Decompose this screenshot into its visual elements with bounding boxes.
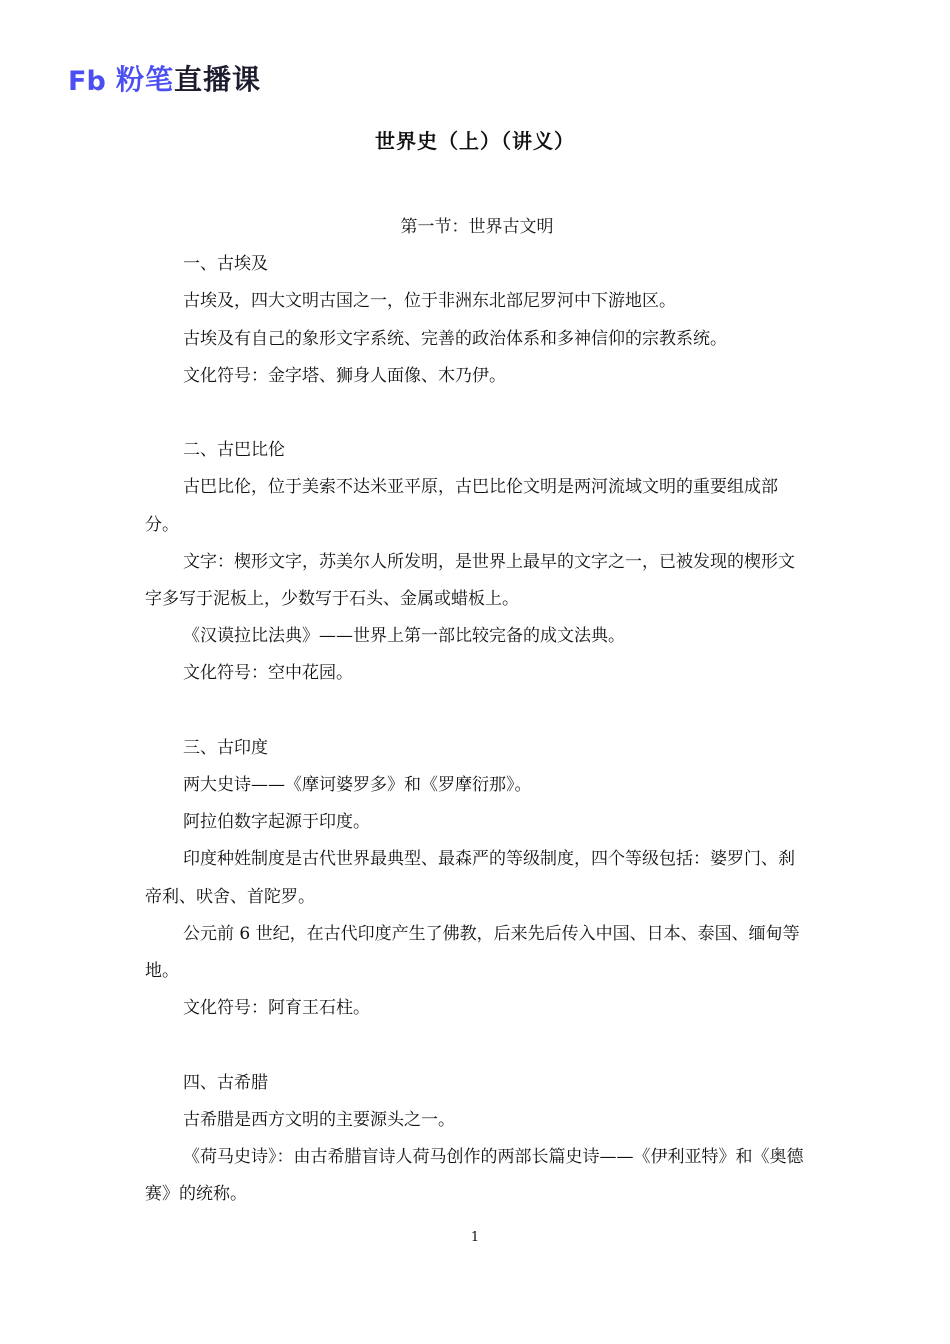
subsection-heading-babylon: 二、古巴比伦: [183, 440, 285, 461]
fenbi-logo-icon: [68, 65, 110, 95]
paragraph: 印度种姓制度是古代世界最典型、最森严的等级制度，四个等级包括：婆罗门、刹帝利、吠舍、首陀罗。: [145, 849, 795, 907]
paragraph: 文化符号：阿育王石柱。: [183, 998, 370, 1019]
paragraph: 古希腊是西方文明的主要源头之一。: [183, 1109, 455, 1130]
subsection-heading-greece: 四、古希腊: [183, 1072, 268, 1093]
brand-name: [116, 62, 261, 98]
brand-name-primary: 粉笔: [116, 63, 175, 96]
paragraph: 《汉谟拉比法典》——世界上第一部比较完备的成文法典。: [183, 626, 625, 647]
spacer: [145, 693, 809, 730]
brand-logo: [68, 62, 261, 98]
paragraph: 文字：楔形文字，苏美尔人所发明，是世界上最早的文字之一，已被发现的楔形文字多写于泥板上，少数写于石头、金属或蜡板上。: [145, 551, 795, 610]
paragraph: 古埃及有自己的象形文字系统、完善的政治体系和多神信仰的宗教系统。: [183, 328, 727, 349]
page-number: 1: [470, 1230, 480, 1245]
paragraph: 两大史诗——《摩诃婆罗多》和《罗摩衍那》。: [183, 775, 532, 796]
paragraph: 文化符号：空中花园。: [183, 663, 353, 684]
paragraph: 古巴比伦，位于美索不达米亚平原，古巴比伦文明是两河流域文明的重要组成部分。: [145, 477, 778, 535]
paragraph: 文化符号：金字塔、狮身人面像、木乃伊。: [183, 365, 506, 386]
spacer: [145, 395, 809, 432]
document-title: 世界史（上）（讲义）: [375, 129, 575, 153]
paragraph: 《荷马史诗》：由古希腊盲诗人荷马创作的两部长篇史诗——《伊利亚特》和《奥德赛》的统称。: [145, 1147, 804, 1205]
subsection-heading-egypt: 一、古埃及: [183, 254, 268, 275]
subsection-heading-india: 三、古印度: [183, 737, 268, 758]
paragraph: 阿拉伯数字起源于印度。: [183, 812, 370, 833]
section-title: 第一节：世界古文明: [400, 217, 554, 237]
spacer: [145, 1027, 809, 1064]
paragraph: 古埃及，四大文明古国之一，位于非洲东北部尼罗河中下游地区。: [183, 291, 676, 312]
brand-name-suffix: 直播课: [174, 63, 262, 96]
logo-mark-text: Fb: [68, 66, 106, 95]
document-body: [145, 209, 809, 1213]
paragraph: 公元前 6 世纪，在古代印度产生了佛教，后来先后传入中国、日本、泰国、缅甸等地。: [145, 923, 800, 982]
